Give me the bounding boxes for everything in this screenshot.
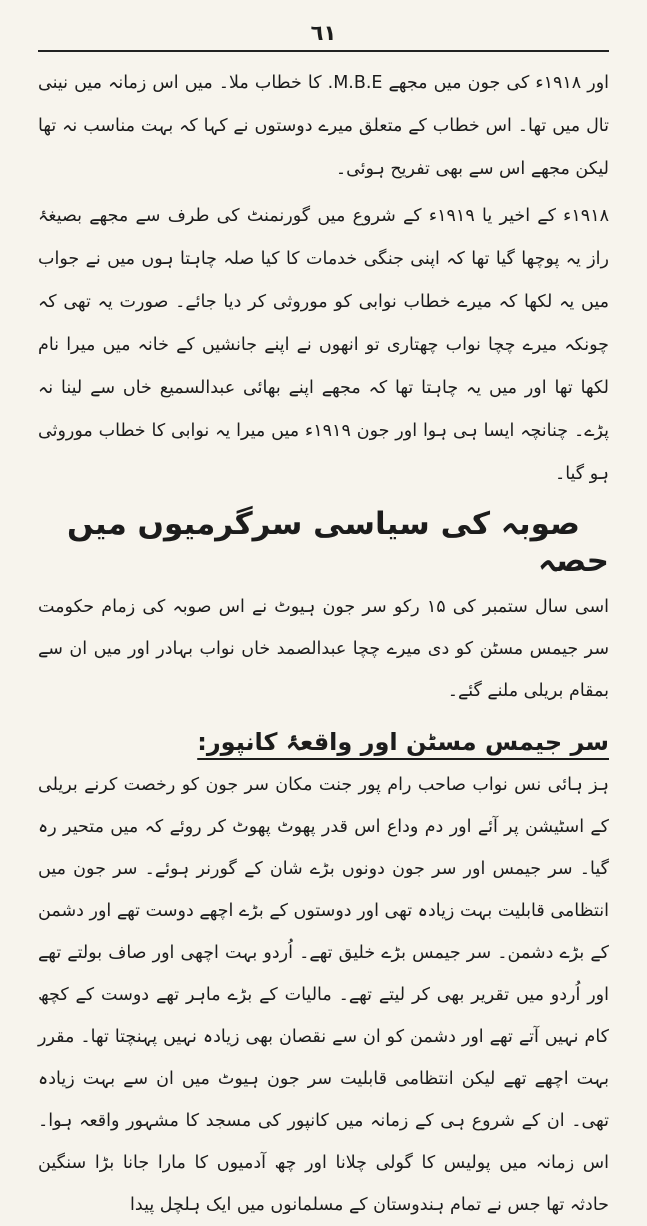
page-content [38, 62, 609, 1226]
section-heading-political-participation: صوبہ کی سیاسی سرگرمیوں میں حصہ [67, 506, 609, 580]
paragraph-1: اور ۱۹۱۸ء کی جون میں مجھے M.B.E. کا خطاب ملا۔ میں اس زمانہ میں نینی تال میں تھا۔ اس خطاب کے متعلق میرے دوستوں نے کہا کہ بہت مناسب نہ تھا لیکن مجھے اس سے بھی تفریح ہوئی۔ [38, 73, 610, 179]
paragraph-4: ہز ہائی نس نواب صاحب رام پور جنت مکان سر جون کو رخصت کرنے بریلی کے اسٹیشن پر آئے اور دم وداع اس قدر پھوٹ پھوٹ کر روئے کہ میں متحیر رہ گیا۔ سر جیمس اور سر جون دونوں بڑے شان کے گورنر ہوئے۔ سر جون میں انتظامی قابلیت بہت زیادہ تھی اور دوستوں کے بڑے اچھے دوست تھے اور دشمن کے بڑے دشمن۔ سر جیمس بڑے خلیق تھے۔ اُردو بہت اچھی اور صاف بولتے تھے اور اُردو میں تقریر بھی کر لیتے تھے۔ مالیات کے بڑے ماہر تھے دوست کے کچھ کام نہیں آتے تھے اور دشمن کو ان سے نقصان بھی زیادہ نہیں پہنچتا تھا۔ مقرر بہت اچھے تھے لیکن انتظامی قابلیت سر جون ہیوٹ میں ان سے بہت زیادہ تھی۔ ان کے شروع ہی کے زمانہ میں کانپور کی مسجد کا مشہور واقعہ ہوا۔ اس زمانہ میں پولیس کا گولی چلانا اور چھ آدمیوں کا مارا جانا بڑا سنگین حادثہ تھا جس نے تمام ہندوستان کے مسلمانوں میں ایک ہلچل پیدا [38, 775, 609, 1216]
subheading-text: سر جیمس مسٹن اور واقعۂ کانپور: [197, 728, 609, 757]
subheading-meston-kanpur [38, 724, 609, 760]
page-header [38, 6, 609, 50]
paragraph-3: اسی سال ستمبر کی ۱۵ رکو سر جون ہیوٹ نے اس صوبہ کی زمام حکومت سر جیمس مسٹن کو دی میرے چچا عبدالصمد خاں نواب بہادر اور میں ان سے بمقام بریلی ملنے گئے۔ [38, 597, 609, 702]
page-number: ٦١ [310, 21, 337, 45]
paragraph-2: ۱۹۱۸ء کے اخیر یا ۱۹۱۹ء کے شروع میں گورنمنٹ کی طرف سے مجھے بصیغۂ راز یہ پوچھا گیا تھا کہ اپنی جنگی خدمات کا کیا صلہ چاہتا ہوں میں نے جواب میں یہ لکھا کہ میرے خطاب نوابی کو موروثی کر دیا جائے۔ صورت یہ تھی کہ چونکہ میرے چچا نواب چھتاری تو انھوں نے اپنے جانشیں کے خانہ میں میرا نام لکھا تھا اور میں یہ چاہتا تھا کہ مجھے اپنے بھائی عبدالسمیع خاں سے لینا نہ پڑے۔ چنانچہ ایسا ہی ہوا اور جون ۱۹۱۹ء میں میرا یہ نوابی کا خطاب موروثی ہو گیا۔ [38, 206, 609, 484]
header-rule [38, 50, 609, 52]
